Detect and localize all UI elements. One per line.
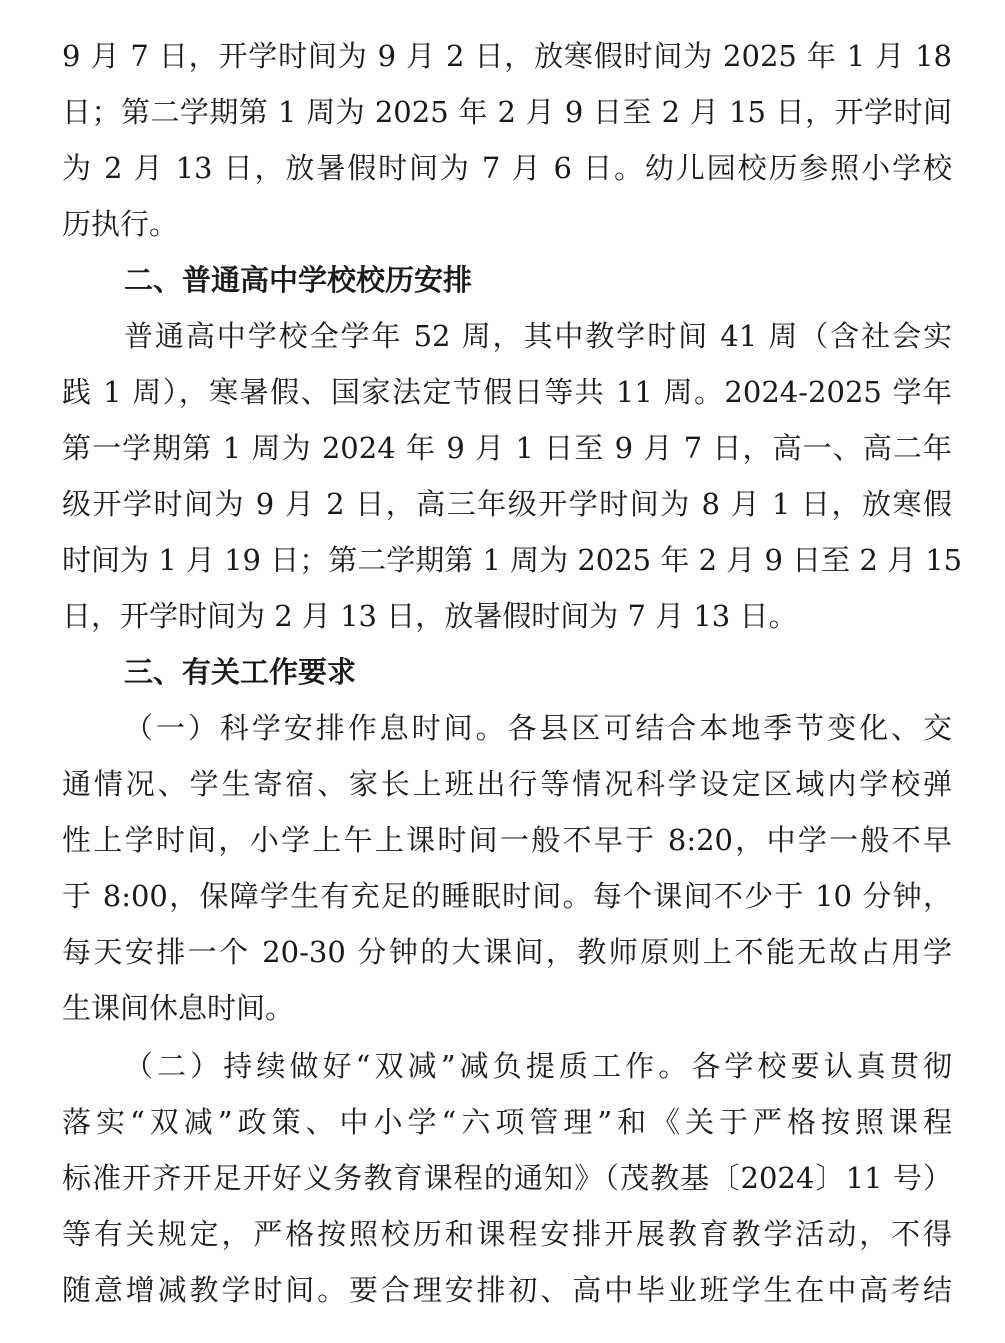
section-heading: 二、普通高中学校校历安排: [124, 263, 473, 297]
paragraph-line: 落实“双减”政策、中小学“六项管理”和《关于严格按照课程: [62, 1105, 952, 1139]
paragraph-line: （二）持续做好“双减”减负提质工作。各学校要认真贯彻: [124, 1049, 952, 1083]
paragraph-line: （一）科学安排作息时间。各县区可结合本地季节变化、交: [124, 711, 952, 745]
paragraph-line: 级开学时间为 9 月 2 日，高三年级开学时间为 8 月 1 日，放寒假: [62, 487, 952, 521]
paragraph-line: 性上学时间，小学上午上课时间一般不早于 8:20，中学一般不早: [62, 823, 952, 857]
paragraph-line: 每天安排一个 20-30 分钟的大课间，教师原则上不能无故占用学: [62, 935, 952, 969]
paragraph-line: 日；第二学期第 1 周为 2025 年 2 月 9 日至 2 月 15 日，开学时间: [62, 95, 952, 129]
paragraph-line: 随意增减教学时间。要合理安排初、高中毕业班学生在中高考结: [62, 1273, 952, 1307]
section-heading: 三、有关工作要求: [124, 655, 357, 689]
paragraph-line: 日，开学时间为 2 月 13 日，放暑假时间为 7 月 13 日。: [62, 599, 798, 633]
paragraph-line: 通情况、学生寄宿、家长上班出行等情况科学设定区域内学校弹: [62, 767, 952, 801]
paragraph-line: 生课间休息时间。: [62, 991, 295, 1025]
paragraph-line: 等有关规定，严格按照校历和课程安排开展教育教学活动，不得: [62, 1217, 952, 1251]
paragraph-line: 普通高中学校全学年 52 周，其中教学时间 41 周（含社会实: [124, 319, 952, 353]
paragraph-line: 时间为 1 月 19 日；第二学期第 1 周为 2025 年 2 月 9 日至 2 月 15: [62, 543, 963, 577]
paragraph-line: 践 1 周），寒暑假、国家法定节假日等共 11 周。2024-2025 学年: [62, 375, 952, 409]
paragraph-line: 标准开齐开足开好义务教育课程的通知》（茂教基〔2024〕11 号）: [62, 1161, 952, 1195]
paragraph-line: 历执行。: [62, 207, 179, 241]
paragraph-line: 9 月 7 日，开学时间为 9 月 2 日，放寒假时间为 2025 年 1 月 18: [62, 39, 952, 73]
paragraph-line: 于 8:00，保障学生有充足的睡眠时间。每个课间不少于 10 分钟，: [62, 879, 952, 913]
paragraph-line: 为 2 月 13 日，放暑假时间为 7 月 6 日。幼儿园校历参照小学校: [62, 151, 952, 185]
paragraph-line: 第一学期第 1 周为 2024 年 9 月 1 日至 9 月 7 日，高一、高二年: [62, 431, 952, 465]
